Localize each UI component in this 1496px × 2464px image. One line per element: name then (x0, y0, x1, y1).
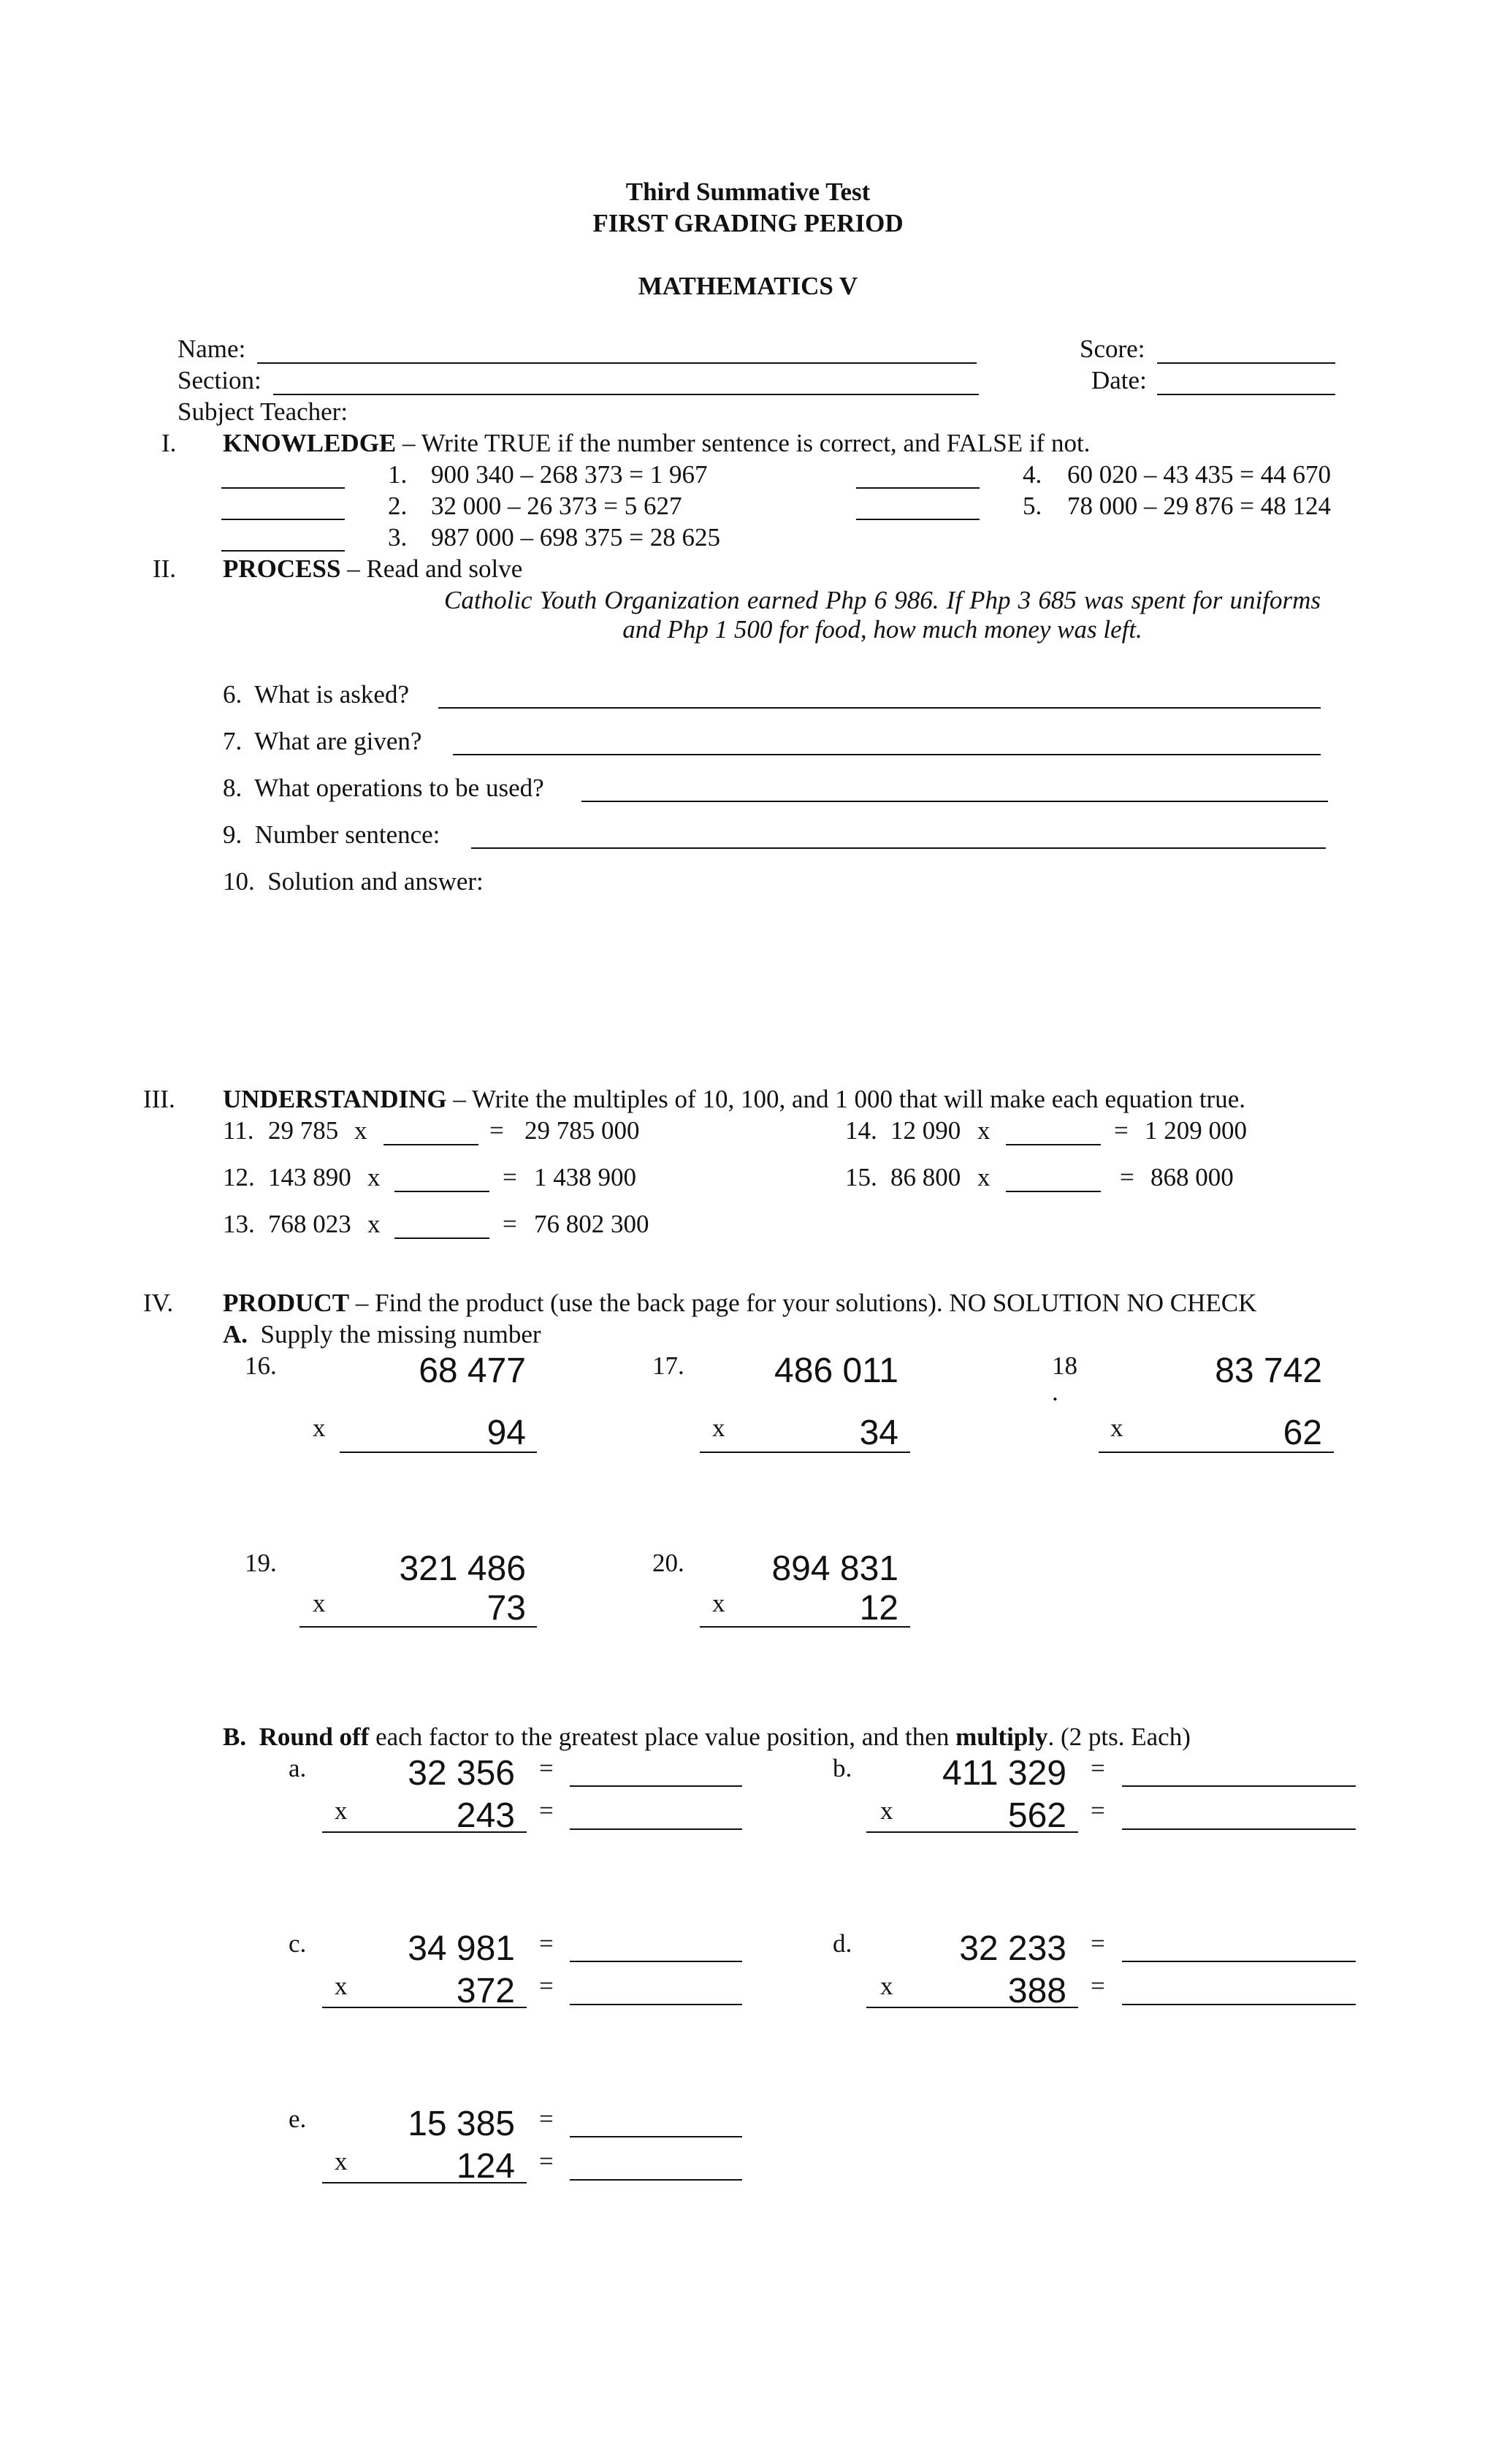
multiple-blank-12[interactable] (394, 1191, 489, 1192)
equals-sign: = (1120, 1163, 1134, 1191)
part2-title: PROCESS (223, 554, 341, 583)
equals-sign: = (503, 1210, 517, 1238)
rounded-blank-b-bottom[interactable] (1122, 1828, 1356, 1830)
answer-line-9[interactable] (471, 847, 1326, 849)
times-sign: x (712, 1589, 725, 1617)
times-sign: x (335, 1972, 348, 2000)
part2-number: II. (153, 554, 177, 583)
multiple-blank-14[interactable] (1006, 1144, 1101, 1145)
equals-sign: = (1091, 1972, 1105, 2000)
date-field[interactable] (1157, 394, 1335, 395)
section-label: Section: (178, 366, 262, 394)
top-factor: 83 742 (1215, 1351, 1322, 1390)
item-text: 900 340 – 268 373 = 1 967 (431, 460, 708, 489)
item-result: 76 802 300 (534, 1210, 649, 1238)
item-text: 32 000 – 26 373 = 5 627 (431, 492, 682, 520)
problem-number-dot: . (1052, 1378, 1058, 1406)
answer-blank-4[interactable] (856, 487, 980, 489)
problem-number: 18 (1052, 1351, 1077, 1380)
rounded-blank-a-top[interactable] (570, 1785, 742, 1787)
item-number: 3. (388, 523, 408, 552)
bottom-factor: 94 (486, 1414, 526, 1452)
problem-number: 19. (245, 1549, 277, 1577)
product-line (700, 1626, 910, 1628)
part3-instructions: – Write the multiples of 10, 100, and 1 000 that will make each equation true. (453, 1085, 1245, 1113)
section-field[interactable] (273, 394, 979, 395)
top-factor: 894 831 (771, 1549, 898, 1588)
process-item: 7. What are given? (223, 727, 422, 755)
part1-heading (223, 429, 1090, 458)
part1-instructions: – Write TRUE if the number sentence is correct, and FALSE if not. (402, 429, 1091, 457)
equals-sign: = (1114, 1116, 1129, 1145)
multiple-blank-15[interactable] (1006, 1191, 1101, 1192)
item-number: 2. (388, 492, 408, 520)
product-line (866, 2007, 1078, 2008)
rounded-blank-a-bottom[interactable] (570, 1828, 742, 1830)
equals-sign: = (503, 1163, 517, 1191)
product-line (322, 1831, 527, 1833)
name-field[interactable] (257, 362, 977, 364)
round-label: a. (289, 1754, 307, 1782)
score-field[interactable] (1157, 362, 1335, 364)
times-sign: x (977, 1116, 991, 1145)
top-factor: 34 981 (408, 1929, 515, 1968)
part3-title: UNDERSTANDING (223, 1085, 447, 1113)
item-factor: 12 090 (890, 1116, 961, 1145)
item-number: 5. (1023, 492, 1042, 520)
bottom-factor: 124 (456, 2147, 515, 2186)
problem-number: 17. (652, 1351, 684, 1380)
round-label: c. (289, 1929, 307, 1958)
process-item: 10. Solution and answer: (223, 867, 484, 896)
item-result: 1 438 900 (534, 1163, 636, 1191)
product-line (866, 1831, 1078, 1833)
equals-sign: = (1091, 1929, 1105, 1958)
item-factor: 768 023 (268, 1210, 351, 1238)
answer-blank-3[interactable] (221, 550, 345, 552)
item-number: 12. (223, 1163, 255, 1191)
item-result: 868 000 (1150, 1163, 1234, 1191)
times-sign: x (880, 1796, 893, 1825)
bottom-factor: 562 (1007, 1796, 1066, 1835)
answer-line-6[interactable] (438, 707, 1321, 709)
equals-sign: = (539, 1929, 554, 1958)
round-label: e. (289, 2105, 307, 2133)
times-sign: x (977, 1163, 991, 1191)
teacher-label: Subject Teacher: (178, 397, 348, 426)
top-factor: 68 477 (419, 1351, 526, 1390)
item-number: 1. (388, 460, 408, 489)
part2-instructions: – Read and solve (347, 554, 523, 583)
part1-number: I. (161, 429, 177, 457)
times-sign: x (354, 1116, 367, 1145)
rounded-blank-e-top[interactable] (570, 2136, 742, 2137)
item-factor: 86 800 (890, 1163, 961, 1191)
process-item: 8. What operations to be used? (223, 774, 544, 802)
top-factor: 32 233 (959, 1929, 1066, 1968)
top-factor: 486 011 (774, 1351, 898, 1390)
rounded-blank-c-top[interactable] (570, 1961, 742, 1962)
top-factor: 321 486 (399, 1549, 526, 1588)
item-number: 14. (845, 1116, 877, 1145)
part4-number: IV. (143, 1289, 174, 1317)
item-result: 29 785 000 (524, 1116, 640, 1145)
round-label: d. (833, 1929, 852, 1958)
answer-blank-2[interactable] (221, 519, 345, 520)
grading-period: FIRST GRADING PERIOD (592, 209, 904, 237)
part2-heading (223, 554, 522, 584)
equals-sign: = (489, 1116, 504, 1145)
equals-sign: = (539, 2147, 554, 2175)
top-factor: 411 329 (942, 1754, 1066, 1793)
multiple-blank-13[interactable] (394, 1237, 489, 1239)
item-factor: 143 890 (268, 1163, 351, 1191)
part4-heading (223, 1289, 1256, 1318)
times-sign: x (313, 1414, 326, 1442)
part1-title: KNOWLEDGE (223, 429, 397, 457)
problem-number: 20. (652, 1549, 684, 1577)
part3-number: III. (143, 1085, 175, 1113)
test-title: Third Summative Test (625, 178, 871, 206)
part4-instructions: – Find the product (use the back page for your solutions). NO SOLUTION NO CHECK (355, 1289, 1257, 1317)
product-line (700, 1452, 910, 1453)
times-sign: x (335, 2147, 348, 2175)
product-line (322, 2182, 527, 2183)
item-number: 4. (1023, 460, 1042, 489)
rounded-blank-d-bottom[interactable] (1122, 2004, 1356, 2005)
product-line (299, 1626, 537, 1628)
item-result: 1 209 000 (1145, 1116, 1247, 1145)
subject-title: MATHEMATICS V (638, 272, 858, 300)
equals-sign: = (539, 1754, 554, 1782)
item-text: 987 000 – 698 375 = 28 625 (431, 523, 720, 552)
times-sign: x (313, 1589, 326, 1617)
equals-sign: = (1091, 1796, 1105, 1825)
round-label: b. (833, 1754, 852, 1782)
item-factor: 29 785 (268, 1116, 339, 1145)
process-item: 6. What is asked? (223, 680, 409, 709)
part4-sub-b: B. Round off each factor to the greatest place value position, and then multiply. (2 pts. Each) (223, 1723, 1191, 1751)
times-sign: x (367, 1210, 381, 1238)
product-line (322, 2007, 527, 2008)
part4-sub-a: A. Supply the missing number (223, 1320, 541, 1349)
item-number: 11. (223, 1116, 254, 1145)
times-sign: x (367, 1163, 381, 1191)
times-sign: x (335, 1796, 348, 1825)
item-text: 60 020 – 43 435 = 44 670 (1067, 460, 1331, 489)
times-sign: x (880, 1972, 893, 2000)
rounded-blank-b-top[interactable] (1122, 1785, 1356, 1787)
equals-sign: = (539, 1796, 554, 1825)
bottom-factor: 388 (1007, 1972, 1066, 2010)
item-number: 13. (223, 1210, 255, 1238)
times-sign: x (1110, 1414, 1123, 1442)
equals-sign: = (539, 1972, 554, 2000)
item-text: 78 000 – 29 876 = 48 124 (1067, 492, 1331, 520)
top-factor: 32 356 (408, 1754, 515, 1793)
answer-line-8[interactable] (581, 801, 1328, 802)
answer-line-7[interactable] (453, 754, 1321, 755)
bottom-factor: 372 (456, 1972, 515, 2010)
equals-sign: = (539, 2105, 554, 2133)
top-factor: 15 385 (408, 2105, 515, 2143)
part4-title: PRODUCT (223, 1289, 350, 1317)
product-line (340, 1452, 537, 1453)
rounded-blank-d-top[interactable] (1122, 1961, 1356, 1962)
bottom-factor: 62 (1283, 1414, 1322, 1452)
score-label: Score: (1080, 335, 1145, 363)
times-sign: x (712, 1414, 725, 1442)
process-item: 9. Number sentence: (223, 820, 440, 849)
answer-blank-1[interactable] (221, 487, 345, 489)
rounded-blank-c-bottom[interactable] (570, 2004, 742, 2005)
date-label: Date: (1091, 366, 1147, 394)
equals-sign: = (1091, 1754, 1105, 1782)
multiple-blank-11[interactable] (383, 1144, 478, 1145)
product-line (1099, 1452, 1334, 1453)
bottom-factor: 243 (456, 1796, 515, 1835)
part3-heading (223, 1085, 1245, 1114)
bottom-factor: 73 (486, 1589, 526, 1628)
name-label: Name: (178, 335, 246, 363)
bottom-factor: 12 (859, 1589, 898, 1628)
bottom-factor: 34 (859, 1414, 898, 1452)
problem-number: 16. (245, 1351, 277, 1380)
answer-blank-5[interactable] (856, 519, 980, 520)
item-number: 15. (845, 1163, 877, 1191)
word-problem: Catholic Youth Organization earned Php 6 986. If Php 3 685 was spent for uniforms and Php 1 500 for food, how much money was left. (444, 586, 1321, 644)
rounded-blank-e-bottom[interactable] (570, 2179, 742, 2181)
